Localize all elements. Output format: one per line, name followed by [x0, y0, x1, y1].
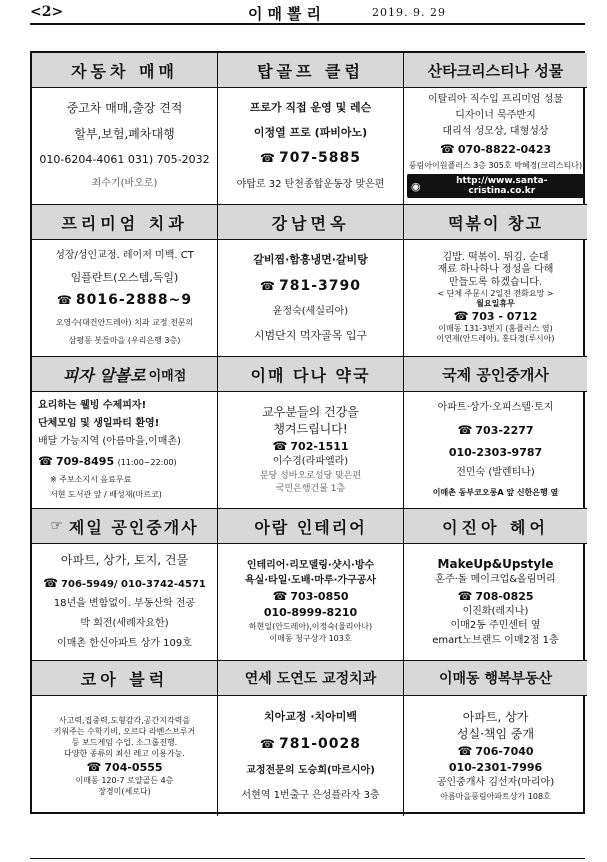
ad-title: 강남면옥	[218, 205, 403, 240]
ad-premium-dental	[32, 205, 218, 357]
ad-gukje-realty	[404, 357, 587, 509]
ad-line: MakeUp&Upstyle	[437, 557, 554, 571]
ad-title: 자동차 매매	[32, 53, 217, 88]
ad-line: 갈비찜·함흥냉면·갈비탕	[253, 252, 368, 266]
ad-title: 탑골프 클럽	[218, 53, 403, 88]
ad-address: 이매촌 동부코오롱A 앞 신한은행 옆	[432, 487, 559, 497]
ad-phone: ☎ 704-0555	[86, 760, 162, 775]
ad-phone: ☎ 703 - 0712	[454, 309, 538, 324]
ad-mobile: 010-8999-8210	[263, 606, 358, 620]
ad-line: 챙겨드립니다!	[273, 422, 348, 436]
ad-tteokbokki	[404, 205, 587, 357]
ad-phone: ☎ 781-0028	[260, 736, 361, 754]
ad-line: 아파트, 상가, 토지, 건물	[60, 553, 189, 568]
ad-title: 이매동 행복부동산	[404, 661, 587, 696]
ad-address: 시범단지 먹자골목 입구	[253, 329, 368, 343]
ad-lee-jina-hair	[404, 509, 587, 661]
ad-address: 야탑로 32 탄천종합운동장 맞은편	[236, 178, 385, 190]
page-number: <2>	[30, 4, 64, 20]
ad-line: 혼주·돌 메이크업&올림머리	[435, 574, 556, 585]
ad-line: 재료 하나하나 정성을 다해	[437, 264, 554, 276]
ad-owner: 최수기(바오로)	[91, 178, 158, 190]
ad-phone: ☎ 709-8495	[38, 455, 114, 468]
ad-owner: 윤정숙(세실리아)	[272, 305, 349, 317]
ad-happy-realty	[404, 661, 587, 816]
ad-golf-club	[218, 53, 404, 205]
ad-dana-pharmacy	[218, 357, 404, 509]
ad-title: 이매 다나 약국	[218, 357, 403, 392]
ad-title: 코아 블럭	[32, 661, 217, 696]
ad-owner: 오영수(대건안드레아) 치과 교정 전문의	[55, 317, 194, 327]
ad-title: 연세 도연도 교정치과	[218, 661, 403, 696]
ad-yonsei-orthodontics	[218, 661, 404, 816]
ad-line: 교우분들의 건강을	[262, 405, 359, 419]
ad-owner: 박 회전(세례자요한)	[80, 618, 169, 630]
ad-address: 분당 성바오로성당 맞은편	[259, 470, 362, 481]
ad-line: 중고차 매매,출장 견적	[66, 101, 183, 116]
hand-icon: ☞	[50, 518, 65, 534]
ad-address: 이매2동 주민센터 옆	[450, 620, 541, 631]
ad-title-text: 제일 공인중개사	[68, 517, 199, 537]
ad-pizza-alvolo	[32, 357, 218, 509]
ad-line: 이탈리아 직수입 프리미엄 성물	[427, 93, 564, 105]
ad-title-suffix: 이매점	[148, 368, 187, 384]
ad-phone: ☎ 708-0825	[457, 589, 533, 604]
ad-address: 이매촌 한신아파트 상가 109호	[57, 638, 192, 650]
page-header	[30, 4, 585, 24]
ad-line: 치아교정 ·치아미백	[263, 709, 357, 723]
ad-address: 이매동 120-7 로얄골든 4층	[75, 775, 174, 785]
ad-address: 서현역 1번출구 은성플라자 3층	[241, 789, 380, 801]
ad-line: < 단체 주문시 2일전 전화요망 >	[437, 289, 554, 299]
ad-owner: 이연재(안드레아), 홍다경(루시아)	[436, 334, 555, 344]
ad-line: 프로가 직접 운영 및 레슨	[249, 100, 372, 114]
ad-address: 아름마을풍림아파트상가 108호	[440, 791, 551, 801]
ad-title: 아람 인테리어	[218, 509, 403, 544]
ad-address: 풍림아이원플러스 3층 305호 박혜경(크리스티나)	[408, 160, 583, 170]
ad-line: 임플란트(오스템,독일)	[70, 270, 179, 284]
ad-mobile: 010-2303-9787	[448, 445, 543, 459]
ad-title	[32, 357, 217, 392]
ad-core-block	[32, 661, 218, 816]
ad-owner: 장경미(세로다)	[98, 786, 151, 796]
footer-rule	[30, 858, 585, 859]
ad-owner: 이수경(라파엘라)	[272, 456, 349, 467]
ad-mobile: 010-2301-7996	[448, 761, 543, 775]
ad-car-dealer	[32, 53, 218, 205]
ad-title: 국제 공인중개사	[404, 357, 587, 392]
paper-name: 이매뽈리	[248, 5, 326, 23]
ad-title	[32, 509, 217, 544]
website-url: http://www.santa-cristina.co.kr	[456, 176, 548, 197]
ad-line: ※ 주보소지시 음료무료	[50, 474, 132, 484]
ad-phone: ☎ 070-8822-0423	[440, 142, 551, 157]
ad-phone: ☎ 781-3790	[260, 278, 361, 296]
ad-aram-interior	[218, 509, 404, 661]
ad-phone: ☎ 703-2277	[457, 423, 533, 438]
ad-line: 사고력,집중력,도형감각,공간지각력을	[58, 715, 191, 725]
ad-line: 아파트·상가·오피스텔·토지	[437, 402, 554, 414]
ad-line: 다양한 종류의 최신 레고 이용가능.	[64, 748, 185, 758]
globe-icon: ◉	[411, 179, 421, 193]
ad-phone: ☎ 706-7040	[457, 744, 533, 759]
ad-line: 성장/성인교정. 레이저 미백. CT	[55, 250, 194, 262]
ad-address: 삼평동 봇들마을 (우리은행 3층)	[68, 335, 181, 345]
ad-line: 단체모임 및 생일파티 환영!	[38, 417, 160, 429]
ad-line: 월요일휴무	[476, 299, 515, 309]
ad-line: 만들도록 하겠습니다.	[448, 276, 543, 288]
header-rule	[30, 23, 585, 25]
ad-address: 서현 도서관 앞 / 배성재(마르코)	[50, 490, 162, 500]
ad-address: emart노브랜드 이매2점 1층	[432, 634, 559, 646]
ad-owner: 교정전문의 도승희(마르시아)	[246, 765, 375, 777]
ad-line: 대리석 성모상, 대형성상	[442, 125, 549, 137]
ad-owner: 공인중개사 김선자(마리아)	[436, 777, 555, 789]
ad-owner: 이정열 프로 (파비아노)	[253, 125, 368, 139]
ad-line: 등 보드게임 수업. 소그룹진행.	[71, 737, 178, 747]
ad-line: 할부,보험,폐차대행	[74, 127, 175, 142]
ad-phone: 010-6204-4061 031) 705-2032	[39, 153, 210, 167]
ad-line: 18년을 변함없이. 부동산학 전공	[53, 598, 196, 610]
ad-grid	[30, 51, 585, 814]
ad-line: 배달 가능지역 (아름마을,이매촌)	[38, 435, 181, 447]
ad-jeil-realty	[32, 509, 218, 661]
ad-title: 떡볶이 창고	[404, 205, 587, 240]
ad-phone: ☎ 706-5949/ 010-3742-4571	[43, 576, 206, 592]
ad-owner: 이진화(레지나)	[462, 605, 529, 617]
ad-title: 프리미엄 치과	[32, 205, 217, 240]
ad-line: 김밥. 떡볶이. 튀김. 순대	[442, 251, 549, 263]
ad-santa-cristina	[404, 53, 587, 205]
ad-address: 국민은행건물 1층	[275, 483, 346, 494]
ad-line: 인테리어·리모델링·샷시·방수	[246, 560, 375, 572]
ad-line: 성실·책임 중개	[456, 727, 535, 742]
ad-title: 이진아 헤어	[404, 509, 587, 544]
ad-phone: ☎ 703-0850	[272, 589, 348, 604]
ad-address: 이매동 131-3번지 (홈플러스 옆)	[438, 324, 553, 334]
ad-phone: ☎ 707-5885	[260, 150, 361, 168]
ad-owner: 하현일(안드레아),이정숙(율리아나)	[248, 621, 373, 631]
issue-date: 2019. 9. 29	[372, 6, 446, 19]
ad-hours: (11:00~22:00)	[117, 458, 177, 468]
ad-line: 아파트, 상가	[462, 710, 529, 725]
ad-phone: ☎ 8016-2888~9	[57, 292, 192, 310]
ad-line: 욕실·타일·도배·마루·가구공사	[244, 574, 377, 586]
ad-owner: 전민숙 (발렌티나)	[456, 467, 535, 479]
ad-line: 디자이너 묵주반지	[455, 109, 536, 121]
ad-line: 요리하는 웰빙 수제피자!	[38, 399, 147, 411]
ad-phone-row	[38, 454, 177, 469]
ad-title: 산타크리스티나 성물	[404, 53, 587, 88]
website-banner[interactable]	[407, 174, 584, 198]
ad-title-main: 피자 알볼로	[62, 365, 146, 385]
ad-line: 키워주는 수학기비, 오르다 라벤스브루거	[53, 726, 196, 736]
ad-phone: ☎ 702-1511	[272, 439, 348, 454]
ad-gangnam-myeonok	[218, 205, 404, 357]
ad-address: 이매동 청구상가 103호	[269, 633, 352, 643]
